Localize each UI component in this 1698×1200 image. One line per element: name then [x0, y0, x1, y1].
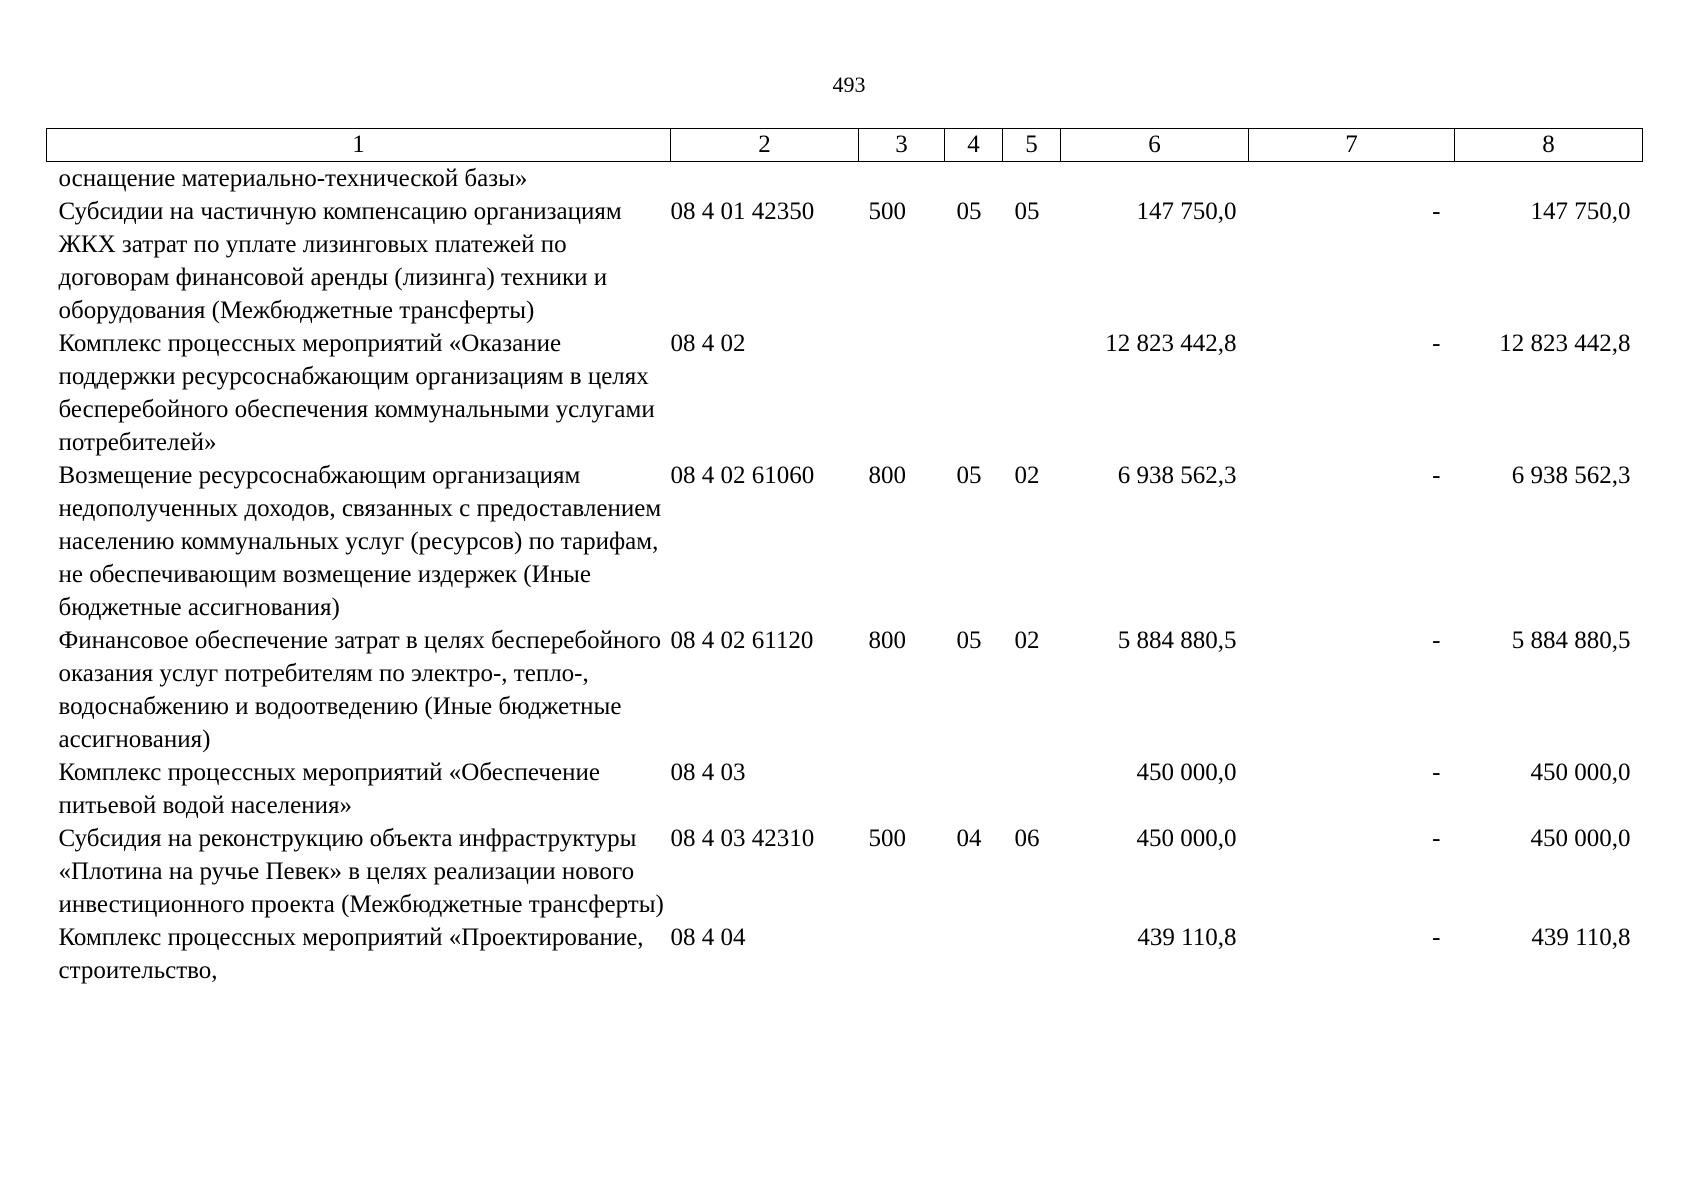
row-target-code: 08 4 01 42350 — [670, 198, 815, 225]
column-header-3: 3 — [859, 129, 945, 162]
row-target-code: 08 4 03 — [670, 759, 746, 786]
table-row — [47, 921, 1643, 987]
header-row — [47, 129, 1643, 162]
row-amount-7: - — [1432, 330, 1441, 357]
row-target-code: 08 4 02 — [670, 330, 746, 357]
row-expense-type: 800 — [868, 627, 906, 654]
row-amount-6: 12 823 442,8 — [1105, 330, 1237, 357]
row-subsection — [1003, 921, 1061, 987]
row-target-code: 08 4 02 61060 — [670, 462, 815, 489]
row-amount-6: 147 750,0 — [1136, 198, 1237, 225]
row-amount-7: - — [1432, 198, 1441, 225]
row-section — [945, 921, 1003, 987]
row-description: Субсидии на частичную компенсацию организациям ЖКХ затрат по уплате лизинговых платежей по договорам финансовой аренды (лизинга) техники и оборудования (Межбюджетные трансферты) — [58, 198, 622, 324]
row-subsection: 02 — [1014, 627, 1040, 654]
row-section — [945, 756, 1003, 822]
table-row — [47, 195, 1643, 327]
row-description: Субсидия на реконструкцию объекта инфраструктуры «Плотина на ручье Певек» в целях реализации нового инвестиционного проекта (Межбюджетные трансферты) — [58, 825, 664, 918]
column-header-5: 5 — [1003, 129, 1061, 162]
row-amount-8: 439 110,8 — [1531, 924, 1631, 951]
table-row — [47, 327, 1643, 459]
budget-table — [46, 128, 1643, 987]
row-description: оснащение материально-технической базы» — [58, 165, 528, 192]
row-amount-6 — [1061, 162, 1249, 196]
row-amount-6: 5 884 880,5 — [1117, 627, 1237, 654]
page-number: 493 — [832, 72, 866, 97]
row-description: Финансовое обеспечение затрат в целях бесперебойного оказания услуг потребителям по электро-, тепло-, водоснабжению и водоотведению (Иные бюджетные ассигнования) — [58, 627, 662, 753]
row-section: 05 — [956, 627, 982, 654]
row-section: 04 — [956, 825, 982, 852]
table-row — [47, 624, 1643, 756]
row-amount-8: 147 750,0 — [1530, 198, 1631, 225]
row-amount-8: 12 823 442,8 — [1499, 330, 1631, 357]
row-amount-6: 6 938 562,3 — [1117, 462, 1237, 489]
row-section — [945, 327, 1003, 459]
row-section: 05 — [956, 198, 982, 225]
row-subsection: 06 — [1014, 825, 1040, 852]
row-target-code: 08 4 02 61120 — [670, 627, 814, 654]
row-amount-7: - — [1432, 825, 1441, 852]
row-subsection — [1003, 162, 1061, 196]
row-description: Комплекс процессных мероприятий «Проектирование, строительство, — [58, 924, 644, 984]
table-row — [47, 459, 1643, 624]
row-expense-type — [859, 162, 945, 196]
row-expense-type: 500 — [868, 825, 906, 852]
column-header-7: 7 — [1249, 129, 1455, 162]
row-amount-8: 5 884 880,5 — [1511, 627, 1631, 654]
row-amount-6: 450 000,0 — [1136, 759, 1237, 786]
row-description: Возмещение ресурсоснабжающим организациям недополученных доходов, связанных с предоставлением населению коммунальных услуг (ресурсов) по тарифам, не обеспечивающим возмещение издержек (Иные бюджетные ассигнования) — [58, 462, 662, 621]
row-amount-6: 450 000,0 — [1136, 825, 1237, 852]
row-amount-7 — [1249, 162, 1455, 196]
row-amount-7: - — [1432, 759, 1441, 786]
row-expense-type: 500 — [868, 198, 906, 225]
row-target-code: 08 4 03 42310 — [670, 825, 815, 852]
row-expense-type: 800 — [868, 462, 906, 489]
row-amount-8: 450 000,0 — [1530, 759, 1631, 786]
column-header-4: 4 — [945, 129, 1003, 162]
row-subsection: 02 — [1014, 462, 1040, 489]
row-target-code — [671, 162, 859, 196]
row-amount-7: - — [1432, 627, 1441, 654]
column-header-2: 2 — [671, 129, 859, 162]
row-subsection — [1003, 327, 1061, 459]
row-section — [945, 162, 1003, 196]
row-amount-7: - — [1432, 462, 1441, 489]
row-amount-6: 439 110,8 — [1137, 924, 1237, 951]
column-header-8: 8 — [1455, 129, 1643, 162]
table-row — [47, 162, 1643, 196]
column-header-1: 1 — [47, 129, 671, 162]
table-row — [47, 822, 1643, 921]
table-row — [47, 756, 1643, 822]
row-subsection — [1003, 756, 1061, 822]
row-amount-8: 6 938 562,3 — [1511, 462, 1631, 489]
row-subsection: 05 — [1014, 198, 1040, 225]
row-expense-type — [859, 327, 945, 459]
row-description: Комплекс процессных мероприятий «Обеспечение питьевой водой населения» — [58, 759, 600, 819]
row-expense-type — [859, 756, 945, 822]
row-amount-8 — [1455, 162, 1643, 196]
row-expense-type — [859, 921, 945, 987]
row-amount-8: 450 000,0 — [1530, 825, 1631, 852]
row-target-code: 08 4 04 — [670, 924, 746, 951]
column-header-6: 6 — [1061, 129, 1249, 162]
row-section: 05 — [956, 462, 982, 489]
row-description: Комплекс процессных мероприятий «Оказание поддержки ресурсоснабжающим организациям в целях бесперебойного обеспечения коммунальными услугами потребителей» — [58, 330, 655, 456]
row-amount-7: - — [1432, 924, 1441, 951]
